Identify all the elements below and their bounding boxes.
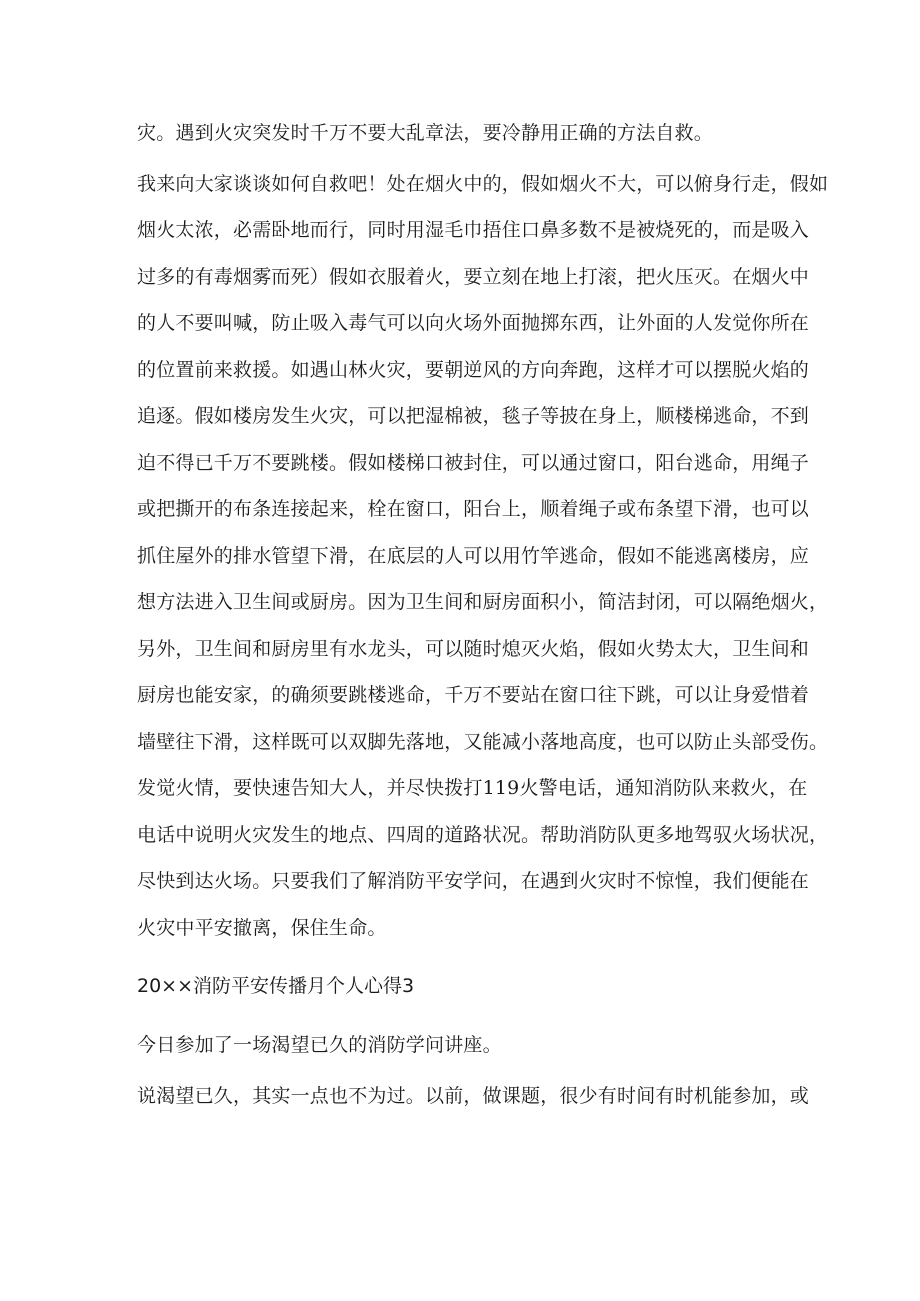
paragraph-line: 的人不要叫喊，防止吸入毒气可以向火场外面抛掷东西，让外面的人发觉你所在 [137,312,810,334]
paragraph-line: 抓住屋外的排水管望下滑，在底层的人可以用竹竿逃命，假如不能逃离楼房，应 [137,545,810,567]
paragraph-line: 我来向大家谈谈如何自救吧！处在烟火中的，假如烟火不大，可以俯身行走，假如 [137,173,829,195]
paragraph-line: 的位置前来救援。如遇山林火灾，要朝逆风的方向奔跑，这样才可以摆脱火焰的 [137,359,810,381]
section-heading: 20××消防平安传播月个人心得3 [137,975,415,997]
paragraph-line: 火灾中平安撤离，保住生命。 [137,917,387,939]
paragraph-line: 迫不得已千万不要跳楼。假如楼梯口被封住，可以通过窗口，阳台逃命，用绳子 [137,452,810,474]
paragraph-line: 另外，卫生间和厨房里有水龙头，可以随时熄灭火焰，假如火势太大，卫生间和 [137,638,810,660]
paragraph-line: 烟火太浓，必需卧地而行，同时用湿毛巾捂住口鼻多数不是被烧死的，而是吸入 [137,219,810,241]
paragraph-line: 发觉火情，要快速告知大人，并尽快拨打119火警电话，通知消防队来救火，在 [137,777,808,799]
paragraph-line: 灾。遇到火灾突发时千万不要大乱章法，要冷静用正确的方法自救。 [137,122,714,144]
paragraph-line: 或把撕开的布条连接起来，栓在窗口，阳台上，顺着绳子或布条望下滑，也可以 [137,498,810,520]
paragraph-line: 电话中说明火灾发生的地点、四周的道路状况。帮助消防队更多地驾驭火场状况， [137,824,829,846]
paragraph-line: 想方法进入卫生间或厨房。因为卫生间和厨房面积小，简洁封闭，可以隔绝烟火， [137,591,829,613]
paragraph-line: 过多的有毒烟雾而死）假如衣服着火，要立刻在地上打滚，把火压灭。在烟火中 [137,266,810,288]
paragraph-line: 今日参加了一场渴望已久的消防学问讲座。 [137,1034,502,1056]
paragraph-line: 墙壁往下滑，这样既可以双脚先落地，又能减小落地高度，也可以防止头部受伤。 [137,731,829,753]
paragraph-line: 追逐。假如楼房发生火灾，可以把湿棉被，毯子等披在身上，顺楼梯逃命，不到 [137,405,810,427]
paragraph-line: 说渴望已久，其实一点也不为过。以前，做课题，很少有时间有时机能参加，或 [137,1085,810,1107]
paragraph-line: 尽快到达火场。只要我们了解消防平安学问，在遇到火灾时不惊惶，我们便能在 [137,870,810,892]
paragraph-line: 厨房也能安家，的确须要跳楼逃命，千万不要站在窗口往下跳，可以让身爱惜着 [137,684,810,706]
